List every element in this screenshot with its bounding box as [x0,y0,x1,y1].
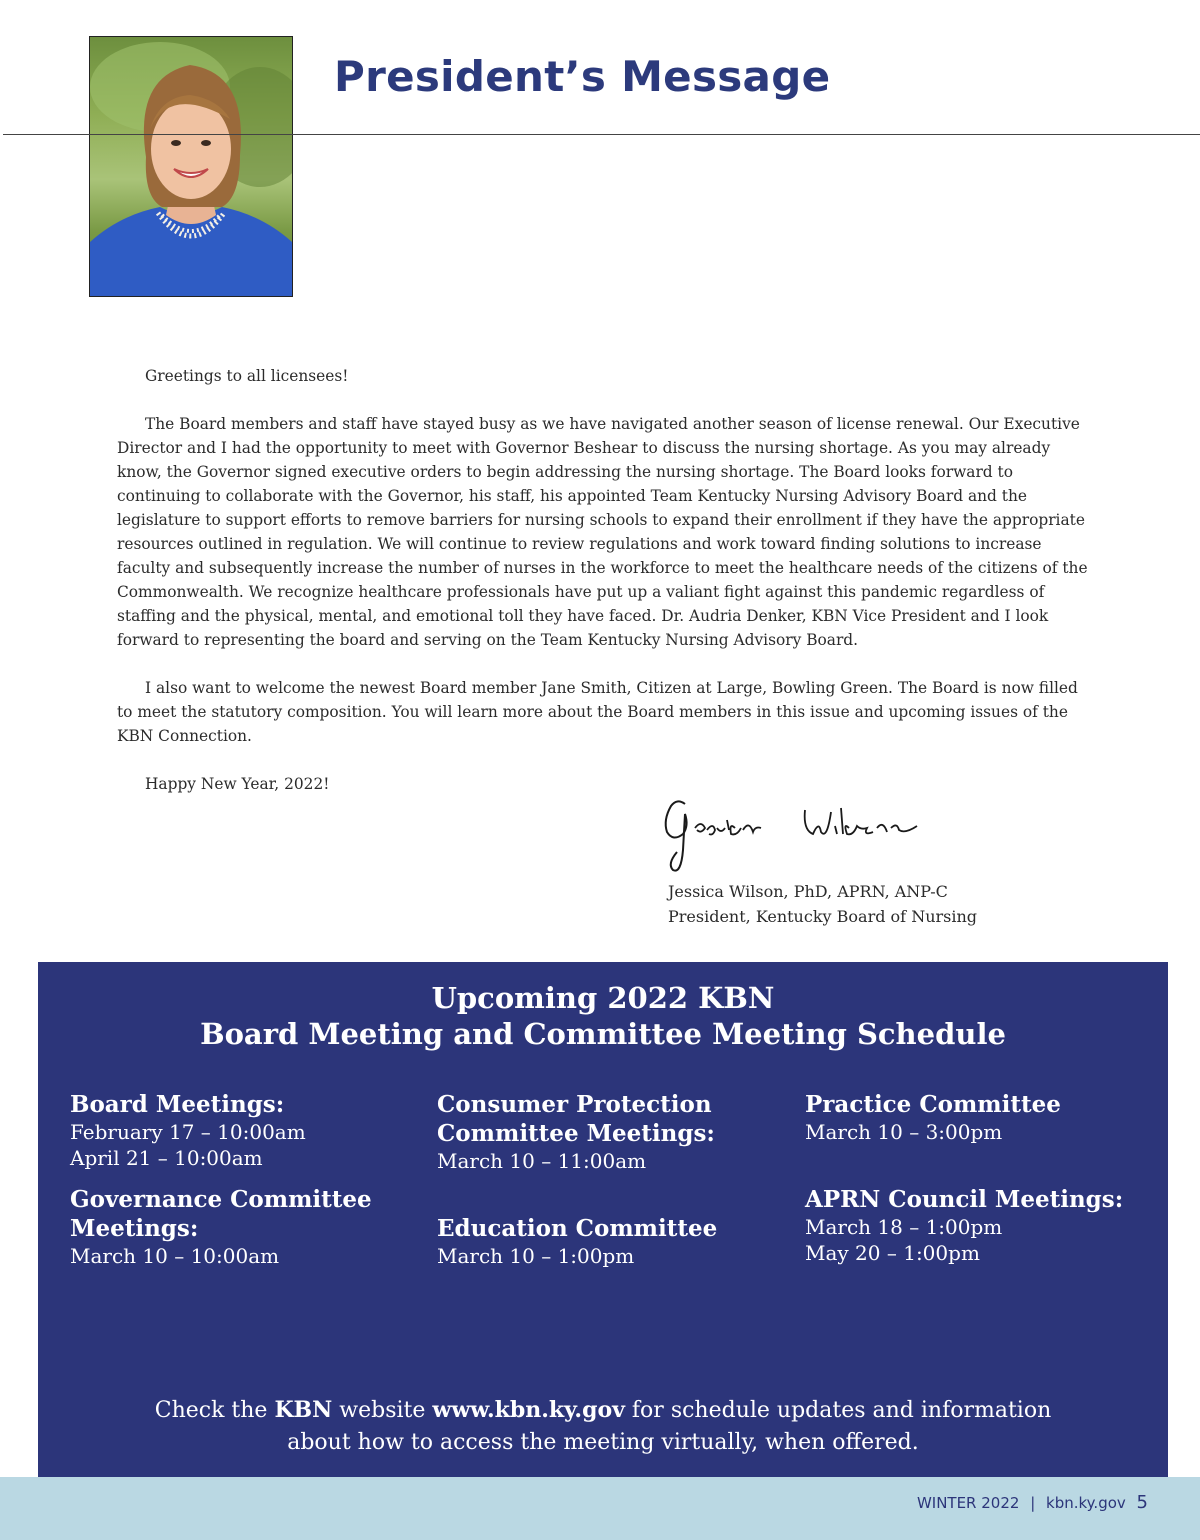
aprn-group [805,1185,1135,1266]
schedule-title-line: Upcoming 2022 KBN [431,981,775,1015]
board-meetings-group [70,1090,400,1171]
group-heading: Governance Committee [70,1186,372,1213]
note-text: website [332,1398,433,1423]
handwritten-signature [655,790,955,880]
portrait-image [90,37,292,296]
letter-paragraph: I also want to welcome the newest Board member Jane Smith, Citizen at Large, Bowling Green. The Board is now filled to meet the statutory composition. You will learn more about the Board members in this issue and upcoming issues of the KBN Connection. [117,679,1078,745]
footer-issue: WINTER 2022 [916,1494,1020,1512]
meeting-date: April 21 – 10:00am [70,1146,263,1170]
group-heading: Meetings: [70,1215,199,1242]
signer-name: Jessica Wilson, PhD, APRN, ANP-C [668,882,948,901]
schedule-column [70,1090,400,1283]
governance-group [70,1185,400,1269]
kbn-website-link[interactable]: www.kbn.ky.gov [432,1397,625,1423]
footer-separator: | [1030,1494,1036,1512]
education-group [437,1214,767,1269]
group-heading: APRN Council Meetings: [805,1186,1124,1213]
schedule-column [437,1090,767,1283]
group-heading: Board Meetings: [70,1091,285,1118]
schedule-note [38,1394,1168,1459]
meeting-date: March 18 – 1:00pm [805,1215,1003,1239]
note-text: for schedule updates and information [624,1398,1052,1423]
group-heading: Practice Committee [805,1091,1061,1118]
schedule-note-line [38,1394,1168,1427]
note-text: Check the [154,1398,275,1423]
meeting-date: March 10 – 11:00am [437,1149,647,1173]
meeting-date: March 10 – 3:00pm [805,1120,1003,1144]
footer-site: kbn.ky.gov [1046,1494,1126,1512]
practice-group [805,1090,1135,1145]
page-title: President’s Message [334,52,831,101]
group-heading: Committee Meetings: [437,1120,715,1147]
letter-paragraph: The Board members and staff have stayed busy as we have navigated another season of license renewal. Our Executive Director and I had the opportunity to meet with Governor Beshear to discuss the nursing shortage. As you may already know, the Governor signed executive orders to begin addressing the nursing shortage. The Board looks forward to continuing to collaborate with the Governor, his staff, his appointed Team Kentucky Nursing Advisory Board and the legislature to support efforts to remove barriers for nursing schools to expand their enrollment if they have the appropriate resources outlined in regulation. We will continue to review regulations and work toward finding solutions to increase faculty and subsequently increase the number of nurses in the workforce to meet the healthcare needs of the citizens of the Commonwealth. We recognize healthcare professionals have put up a valiant fight against this pandemic regardless of staffing and the physical, mental, and emotional toll they have faced. Dr. Audria Denker, KBN Vice President and I look forward to representing the board and serving on the Team Kentucky Nursing Advisory Board. [117,415,1088,649]
footer-text [917,1492,1148,1513]
title-divider [3,134,1200,135]
signature-block [668,879,977,929]
group-heading: Consumer Protection [437,1091,712,1118]
schedule-column [805,1090,1135,1280]
note-kbn: KBN [274,1397,333,1423]
meeting-date: May 20 – 1:00pm [805,1241,980,1265]
group-heading: Education Committee [437,1215,718,1242]
page-number: 5 [1136,1492,1148,1513]
signer-title: President, Kentucky Board of Nursing [668,907,978,926]
meeting-date: March 10 – 1:00pm [437,1244,635,1268]
schedule-note-line: about how to access the meeting virtually, when offered. [287,1430,919,1455]
president-photo [89,36,293,297]
page-footer [0,1477,1200,1540]
meeting-date: February 17 – 10:00am [70,1120,306,1144]
schedule-title-line: Board Meeting and Committee Meeting Schedule [200,1017,1006,1051]
schedule-title [38,980,1168,1052]
letter-closing: Happy New Year, 2022! [145,775,330,793]
consumer-protection-group [437,1090,767,1174]
president-letter [117,364,1095,820]
meeting-schedule-box [38,962,1168,1477]
letter-greeting: Greetings to all licensees! [145,367,349,385]
meeting-date: March 10 – 10:00am [70,1244,280,1268]
